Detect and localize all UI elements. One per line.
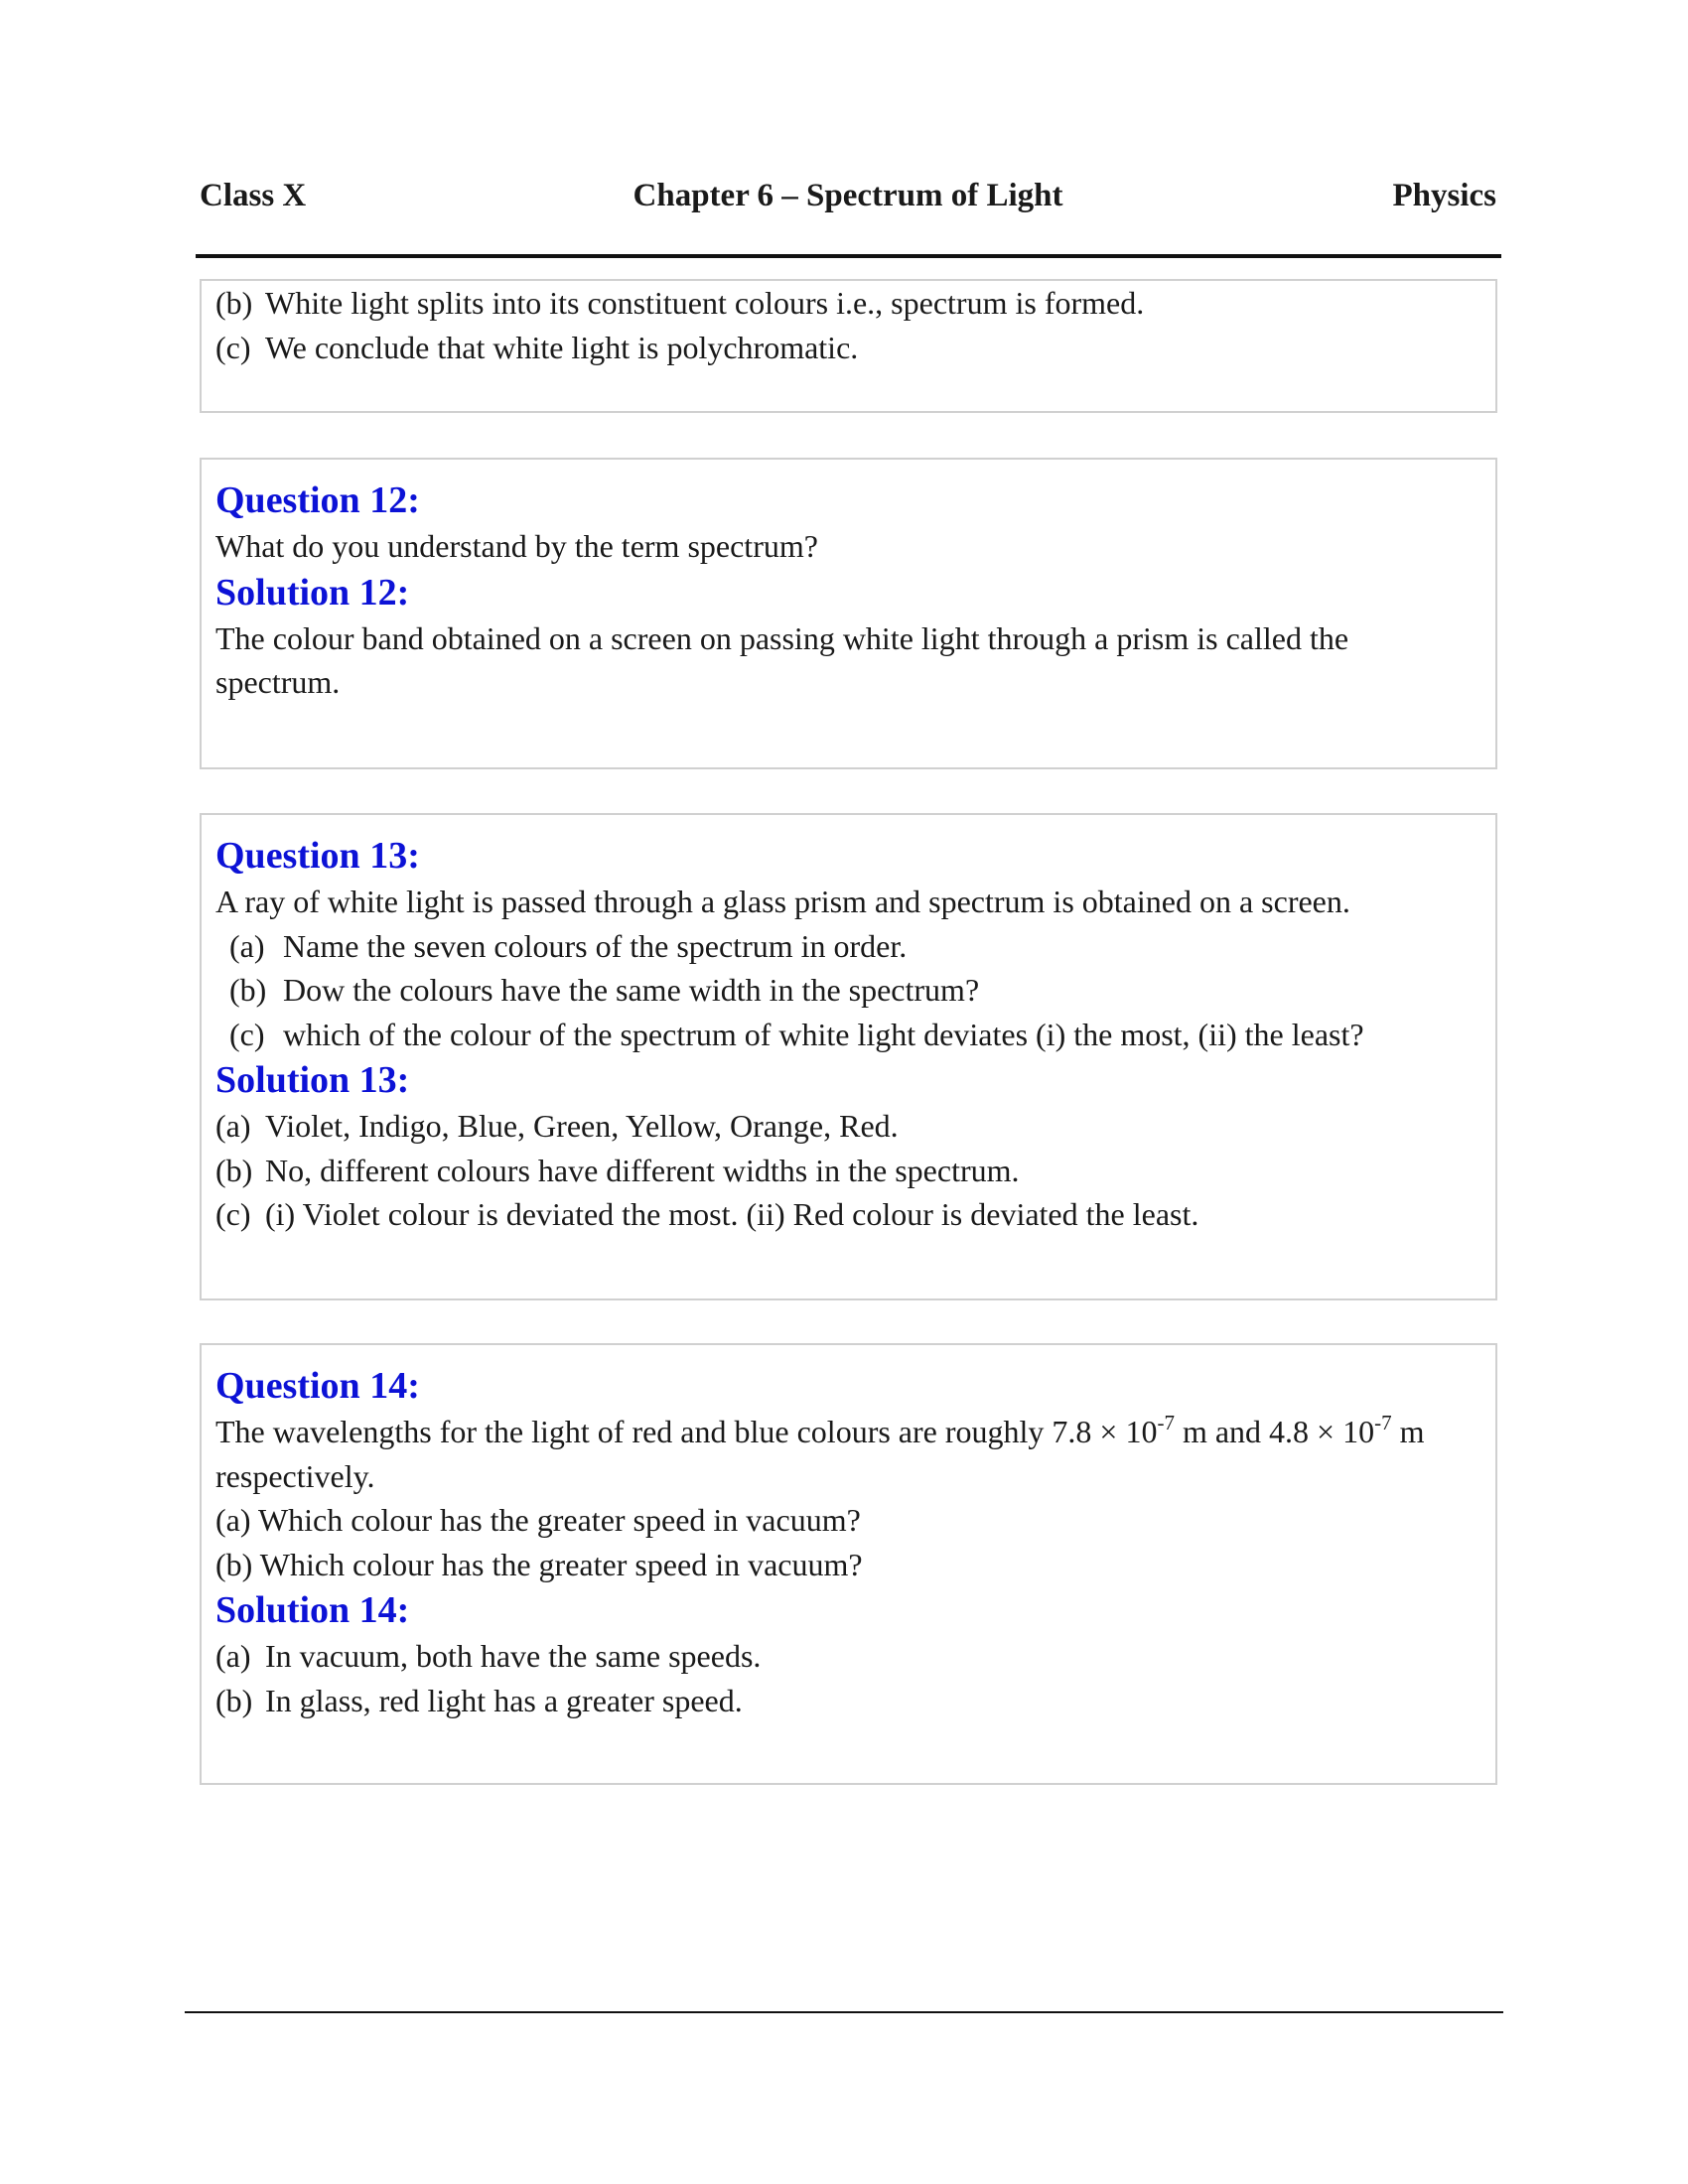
question-14-box	[200, 1343, 1497, 1785]
subject-label: Physics	[1392, 178, 1496, 213]
item-text: In vacuum, both have the same speeds.	[265, 1638, 762, 1674]
item-text: Violet, Indigo, Blue, Green, Yellow, Orange, Red.	[265, 1108, 899, 1144]
list-item	[215, 924, 1481, 969]
exponent: -7	[1157, 1411, 1175, 1434]
list-item	[215, 1634, 1481, 1679]
solution-line: The colour band obtained on a screen on passing white light through a prism is called the	[215, 619, 1349, 656]
header-divider	[196, 254, 1501, 258]
list-item	[215, 1104, 1481, 1149]
exponent: -7	[1374, 1411, 1392, 1434]
list-item	[215, 1149, 1481, 1193]
item-label: (a)	[215, 1108, 251, 1144]
item-label: (c)	[215, 329, 251, 365]
item-label: (b)	[215, 285, 253, 321]
item-text: In glass, red light has a greater speed.	[265, 1682, 743, 1718]
solution-title: Solution 12:	[215, 571, 410, 614]
item-label: (a)	[229, 927, 265, 964]
question-title: Question 12:	[215, 479, 420, 521]
item-text: which of the colour of the spectrum of white light deviates (i) the most, (ii) the least?	[283, 1016, 1364, 1052]
footer-divider	[185, 2011, 1503, 2013]
solution-line: spectrum.	[215, 664, 341, 700]
solution-text	[215, 616, 1481, 705]
list-item	[215, 968, 1481, 1013]
item-label: (c)	[229, 1016, 265, 1052]
question-fragment: m	[1391, 1414, 1425, 1449]
question-title: Question 13:	[215, 835, 420, 877]
question-fragment: respectively.	[215, 1457, 375, 1494]
question-text: What do you understand by the term spectrum?	[215, 528, 818, 564]
page-header	[200, 171, 1496, 220]
item-text: Dow the colours have the same width in the spectrum?	[283, 972, 980, 1008]
question-fragment: m and 4.8 × 10	[1174, 1414, 1375, 1449]
list-item	[215, 1679, 1481, 1723]
item-label: (b)	[215, 1682, 253, 1718]
chapter-title: Chapter 6 – Spectrum of Light	[633, 178, 1063, 213]
question-text: A ray of white light is passed through a glass prism and spectrum is obtained on a screen.	[215, 884, 1350, 919]
solution-title: Solution 13:	[215, 1059, 410, 1101]
list-item	[215, 326, 1481, 370]
list-item	[215, 281, 1481, 326]
item-label: (a)	[215, 1638, 251, 1674]
item-text: Name the seven colours of the spectrum in order.	[283, 927, 908, 964]
item-text: (i) Violet colour is deviated the most. (ii) Red colour is deviated the least.	[265, 1196, 1199, 1232]
item-text: No, different colours have different widths in the spectrum.	[265, 1152, 1020, 1188]
question-title: Question 14:	[215, 1365, 420, 1407]
item-text: White light splits into its constituent colours i.e., spectrum is formed.	[265, 285, 1145, 321]
item-label: (b)	[215, 1152, 253, 1188]
question-12-box	[200, 458, 1497, 769]
list-item: (b) Which colour has the greater speed in vacuum?	[215, 1546, 863, 1582]
list-item	[215, 1013, 1481, 1057]
class-label: Class X	[200, 178, 307, 213]
question-fragment: The wavelengths for the light of red and blue colours are roughly 7.8 × 10	[215, 1414, 1158, 1449]
item-label: (b)	[229, 972, 267, 1008]
continuation-box	[200, 279, 1497, 413]
question-13-box	[200, 813, 1497, 1300]
list-item: (a) Which colour has the greater speed in vacuum?	[215, 1502, 861, 1538]
question-text	[215, 1410, 1481, 1498]
item-text: We conclude that white light is polychromatic.	[265, 329, 859, 365]
item-label: (c)	[215, 1196, 251, 1232]
solution-title: Solution 14:	[215, 1589, 410, 1631]
list-item	[215, 1192, 1481, 1237]
